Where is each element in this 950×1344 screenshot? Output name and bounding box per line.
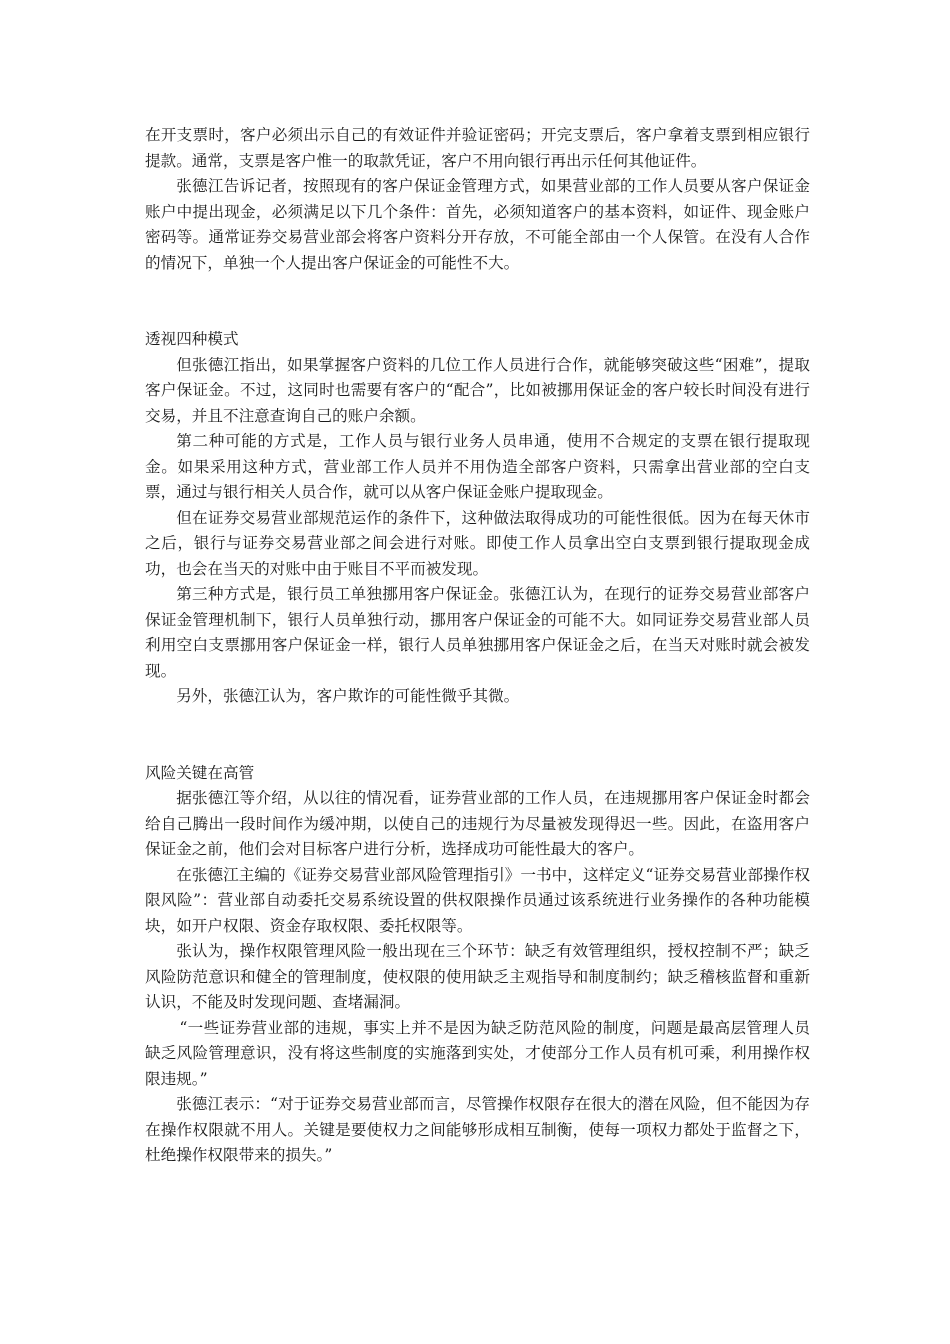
risk-paragraph-2: 在张德江主编的《证券交易营业部风险管理指引》一书中，这样定义“证券交易营业部操作权限风险”：营业部自动委托交易系统设置的供权限操作员通过该系统进行业务操作的各种功能模块，如开户权限、资金存取权限、委托权限等。 xyxy=(145,865,810,935)
risk-paragraph-5: 张德江表示：“对于证券交易营业部而言，尽管操作权限存在很大的潜在风险，但不能因为存在操作权限就不用人。关键是要使权力之间能够形成相互制衡，使每一项权力都处于监督之下，杜绝操作权限带来的损失。” xyxy=(145,1095,810,1164)
section-heading-modes: 透视四种模式 xyxy=(145,330,239,348)
modes-paragraph-4: 第三种方式是，银行员工单独挪用客户保证金。张德江认为，在现行的证券交易营业部客户保证金管理机制下，银行人员单独行动，挪用客户保证金的可能不大。如同证券交易营业部人员利用空白支票挪用客户保证金一样，银行人员单独挪用客户保证金之后，在当天对账时就会被发现。 xyxy=(145,585,810,680)
modes-paragraph-3: 但在证券交易营业部规范运作的条件下，这种做法取得成功的可能性很低。因为在每天休市之后，银行与证券交易营业部之间会进行对账。即使工作人员拿出空白支票到银行提取现金成功，也会在当天的对账中由于账目不平而被发现。 xyxy=(145,508,810,578)
section-spacer xyxy=(145,710,810,761)
intro-paragraph-1: 在开支票时，客户必须出示自己的有效证件并验证密码；开完支票后，客户拿着支票到相应银行提款。通常，支票是客户惟一的取款凭证，客户不用向银行再出示任何其他证件。 xyxy=(145,126,810,170)
risk-paragraph-3: 张认为，操作权限管理风险一般出现在三个环节：缺乏有效管理组织，授权控制不严；缺乏风险防范意识和健全的管理制度，使权限的使用缺乏主观指导和制度制约；缺乏稽核监督和重新认识，不能及时发现问题、查堵漏洞。 xyxy=(145,942,810,1011)
section-spacer xyxy=(145,276,810,327)
modes-paragraph-5: 另外，张德江认为，客户欺诈的可能性微乎其微。 xyxy=(176,687,520,705)
document-body xyxy=(145,123,810,1169)
risk-paragraph-1: 据张德江等介绍，从以往的情况看，证券营业部的工作人员，在违规挪用客户保证金时都会给自己腾出一段时间作为缓冲期，以使自己的违规行为尽量被发现得迟一些。因此，在盗用客户保证金之前，他们会对目标客户进行分析，选择成功可能性最大的客户。 xyxy=(145,789,810,858)
risk-paragraph-4-quote: “一些证券营业部的违规，事实上并不是因为缺乏防范风险的制度，问题是最高层管理人员缺乏风险管理意识，没有将这些制度的实施落到实处，才使部分工作人员有机可乘，利用操作权限违规。” xyxy=(145,1018,810,1088)
modes-paragraph-2: 第二种可能的方式是，工作人员与银行业务人员串通，使用不合规定的支票在银行提取现金。如果采用这种方式，营业部工作人员并不用伪造全部客户资料，只需拿出营业部的空白支票，通过与银行相关人员合作，就可以从客户保证金账户提取现金。 xyxy=(145,432,810,501)
intro-paragraph-2: 张德江告诉记者，按照现有的客户保证金管理方式，如果营业部的工作人员要从客户保证金账户中提出现金，必须满足以下几个条件：首先，必须知道客户的基本资料，如证件、现金账户密码等。通常证券交易营业部会将客户资料分开存放，不可能全部由一个人保管。在没有人合作的情况下，单独一个人提出客户保证金的可能性不大。 xyxy=(145,177,810,272)
modes-paragraph-1: 但张德江指出，如果掌握客户资料的几位工作人员进行合作，就能够突破这些“困难”，提取客户保证金。不过，这同时也需要有客户的“配合”，比如被挪用保证金的客户较长时间没有进行交易，并且不注意查询自己的账户余额。 xyxy=(145,355,810,425)
section-heading-risk: 风险关键在高管 xyxy=(145,763,255,782)
